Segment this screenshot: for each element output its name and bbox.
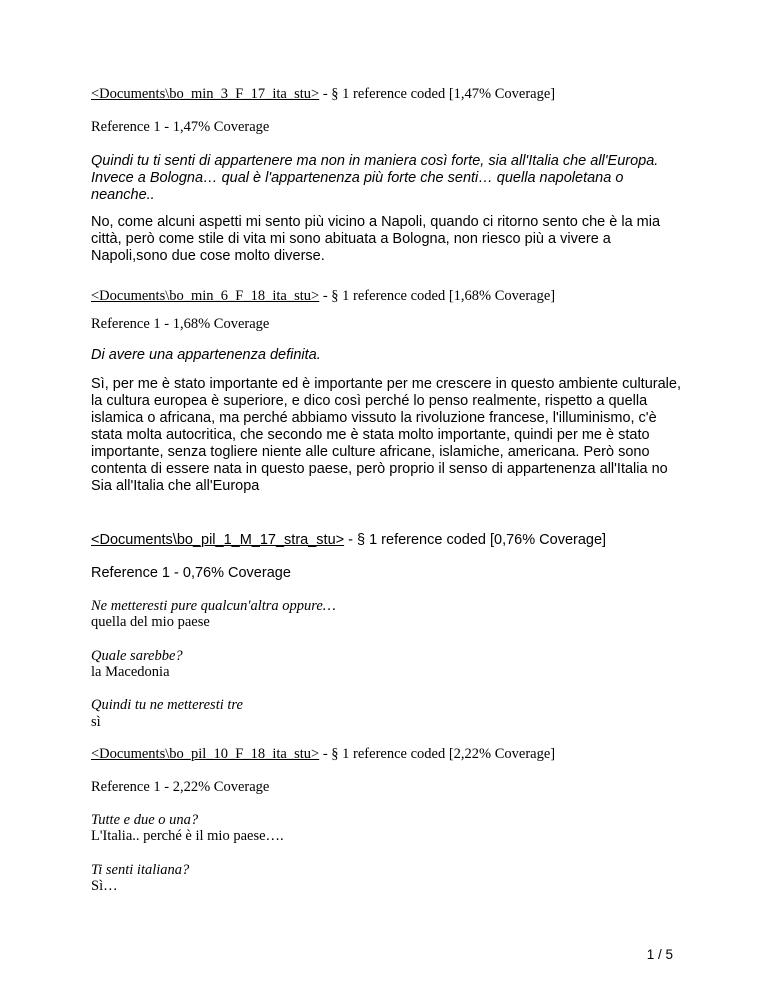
section-3-header xyxy=(91,532,686,549)
section-1-header xyxy=(91,86,686,103)
section-4-header-info: - § 1 reference coded [2,22% Coverage] xyxy=(319,746,556,762)
section-3-answer-3: sì xyxy=(91,714,101,730)
section-4-question-1: Tutte e due o una? xyxy=(91,812,199,828)
section-2-answer: Sì, per me è stato importante ed è importante per me crescere in questo ambiente culturale, la cultura europea è superiore, e dico così perché lo penso realmente, rispetto a quella islamica o africana, ma perché abbiamo vissuto la rivoluzione francese, l'illuminismo, c'è stata molta autocritica, che secondo me è stata molto importante, quindi per me è stato importante, senza togliere niente alle culture africane, islamiche, americana. Però sono contenta di essere nata in questo paese, però proprio il senso di appartenenza all'Italia no Sia all'Italia che all'Europa xyxy=(91,376,681,494)
section-4-reference: Reference 1 - 2,22% Coverage xyxy=(91,779,270,795)
section-3-reference: Reference 1 - 0,76% Coverage xyxy=(91,565,291,581)
section-3-header-info: - § 1 reference coded [0,76% Coverage] xyxy=(344,532,607,548)
section-2-reference: Reference 1 - 1,68% Coverage xyxy=(91,316,270,332)
section-3-link[interactable]: <Documents\bo_pil_1_M_17_stra_stu> xyxy=(91,532,345,548)
section-3-question-3: Quindi tu ne metteresti tre xyxy=(91,697,243,713)
section-4-header xyxy=(91,746,686,763)
section-3-answer-1: quella del mio paese xyxy=(91,614,210,630)
section-3-answer-2: la Macedonia xyxy=(91,664,170,680)
section-2-header-info: - § 1 reference coded [1,68% Coverage] xyxy=(319,288,556,304)
section-1-answer: No, come alcuni aspetti mi sento più vicino a Napoli, quando ci ritorno sento che è la mia città, però come stile di vita mi sono abituata a Bologna, non riesco più a vivere a Napoli,sono due cose molto diverse. xyxy=(91,214,661,264)
page-number: 1 / 5 xyxy=(646,947,673,962)
section-2-question: Di avere una appartenenza definita. xyxy=(91,347,321,363)
section-2-link[interactable]: <Documents\bo_min_6_F_18_ita_stu> xyxy=(91,288,320,304)
section-3-question-1: Ne metteresti pure qualcun'altra oppure… xyxy=(91,598,336,614)
section-1-link[interactable]: <Documents\bo_min_3_F_17_ita_stu> xyxy=(91,86,320,102)
section-4-question-2: Ti senti italiana? xyxy=(91,862,190,878)
section-1-reference: Reference 1 - 1,47% Coverage xyxy=(91,119,270,135)
section-1-header-info: - § 1 reference coded [1,47% Coverage] xyxy=(319,86,556,102)
section-4-answer-1: L'Italia.. perché è il mio paese…. xyxy=(91,828,284,844)
section-4-link[interactable]: <Documents\bo_pil_10_F_18_ita_stu> xyxy=(91,746,320,762)
section-4-answer-2: Sì… xyxy=(91,878,118,894)
section-2-header xyxy=(91,288,686,305)
section-3-question-2: Quale sarebbe? xyxy=(91,648,183,664)
section-1-question: Quindi tu ti senti di appartenere ma non in maniera così forte, sia all'Italia che all'Europa. Invece a Bologna… qual è l'appartenenza più forte che senti… quella napoletana o neanche.. xyxy=(91,153,659,203)
